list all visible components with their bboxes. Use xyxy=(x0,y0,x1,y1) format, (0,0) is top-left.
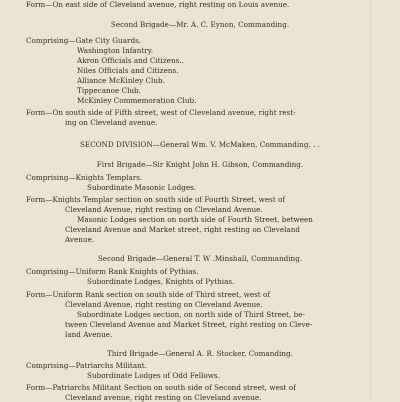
text-line: Cleveland Avenue, right resting on Cleveland Avenue. xyxy=(65,205,263,214)
text-line: Niles Officials and Citizens. xyxy=(77,66,179,75)
text-line: Washington Infantry. xyxy=(77,46,154,55)
text-line: Avenue. xyxy=(65,235,95,244)
division-heading: SECOND DIVISION—General Wm. V. McMaken, Commanding. . . xyxy=(80,140,320,149)
text-line: land Avenue. xyxy=(65,330,113,339)
text-line: McKinley Commemoration Club. xyxy=(77,96,197,105)
text-line: Form—On east side of Cleveland avenue, right resting on Louis avenue. xyxy=(26,0,290,9)
text-line: Form—Uniform Rank section on south side of Third street, west of xyxy=(26,290,271,299)
brigade-heading: First Brigade—Sir Knight John H. Gibson, Commanding. xyxy=(96,160,304,169)
text-line: ing on Cleveland avenue. xyxy=(65,118,158,127)
text-line: Comprising—Patriarchs Militant. xyxy=(26,361,148,370)
text-line: Akron Officials and Citizens.. xyxy=(77,56,184,65)
text-line: Subordinate Masonic Lodges. xyxy=(87,183,197,192)
text-line: Tippecanoe Club. xyxy=(77,86,141,95)
text-line: tween Cleveland Avenue and Market Street, right resting on Cleve- xyxy=(65,320,313,329)
text-line: Comprising—Uniform Rank Knights of Pythias. xyxy=(26,267,199,276)
text-line: Cleveland avenue, right resting on Cleveland avenue. xyxy=(65,393,262,402)
text-line: Form—On south side of Fifth street, west of Cleveland avenue, right rest- xyxy=(26,108,296,117)
text-line: Cleveland Avenue, right resting on Cleveland Avenue. xyxy=(65,300,263,309)
text-line: Form—Knights Templar section on south side of Fourth Street, west of xyxy=(26,195,286,204)
text-line: Comprising—Knights Templars. xyxy=(26,173,143,182)
brigade-heading: Second Brigade—Mr. A. C. Eynon, Commanding. xyxy=(110,20,290,29)
text-line: Subordinate Lodges of Odd Fellows. xyxy=(87,371,220,380)
text-line: Masonic Lodges section on north side of Fourth Street, between xyxy=(77,215,313,224)
brigade-heading: Third Brigade—General A. R. Stocker, Comanding. xyxy=(107,349,293,358)
text-line: Subordinate Lodges, Knights of Pythias. xyxy=(87,277,235,286)
brigade-heading: Second Brigade—General T. W .Minshall, Commanding. xyxy=(97,254,303,263)
text-line: Comprising—Gate City Guards. xyxy=(26,36,142,45)
paper-fold-shadow xyxy=(370,0,371,400)
text-line: Cleveland Avenue and Market street, right resting on Cleveland xyxy=(65,225,300,234)
text-line: Subordinate Lodges section, on north side of Third Street, be- xyxy=(77,310,305,319)
text-line: Alliance McKinley Club. xyxy=(77,76,165,85)
text-line: Form—Patriarchs Militant Section on south side of Second street, west of xyxy=(26,383,296,392)
